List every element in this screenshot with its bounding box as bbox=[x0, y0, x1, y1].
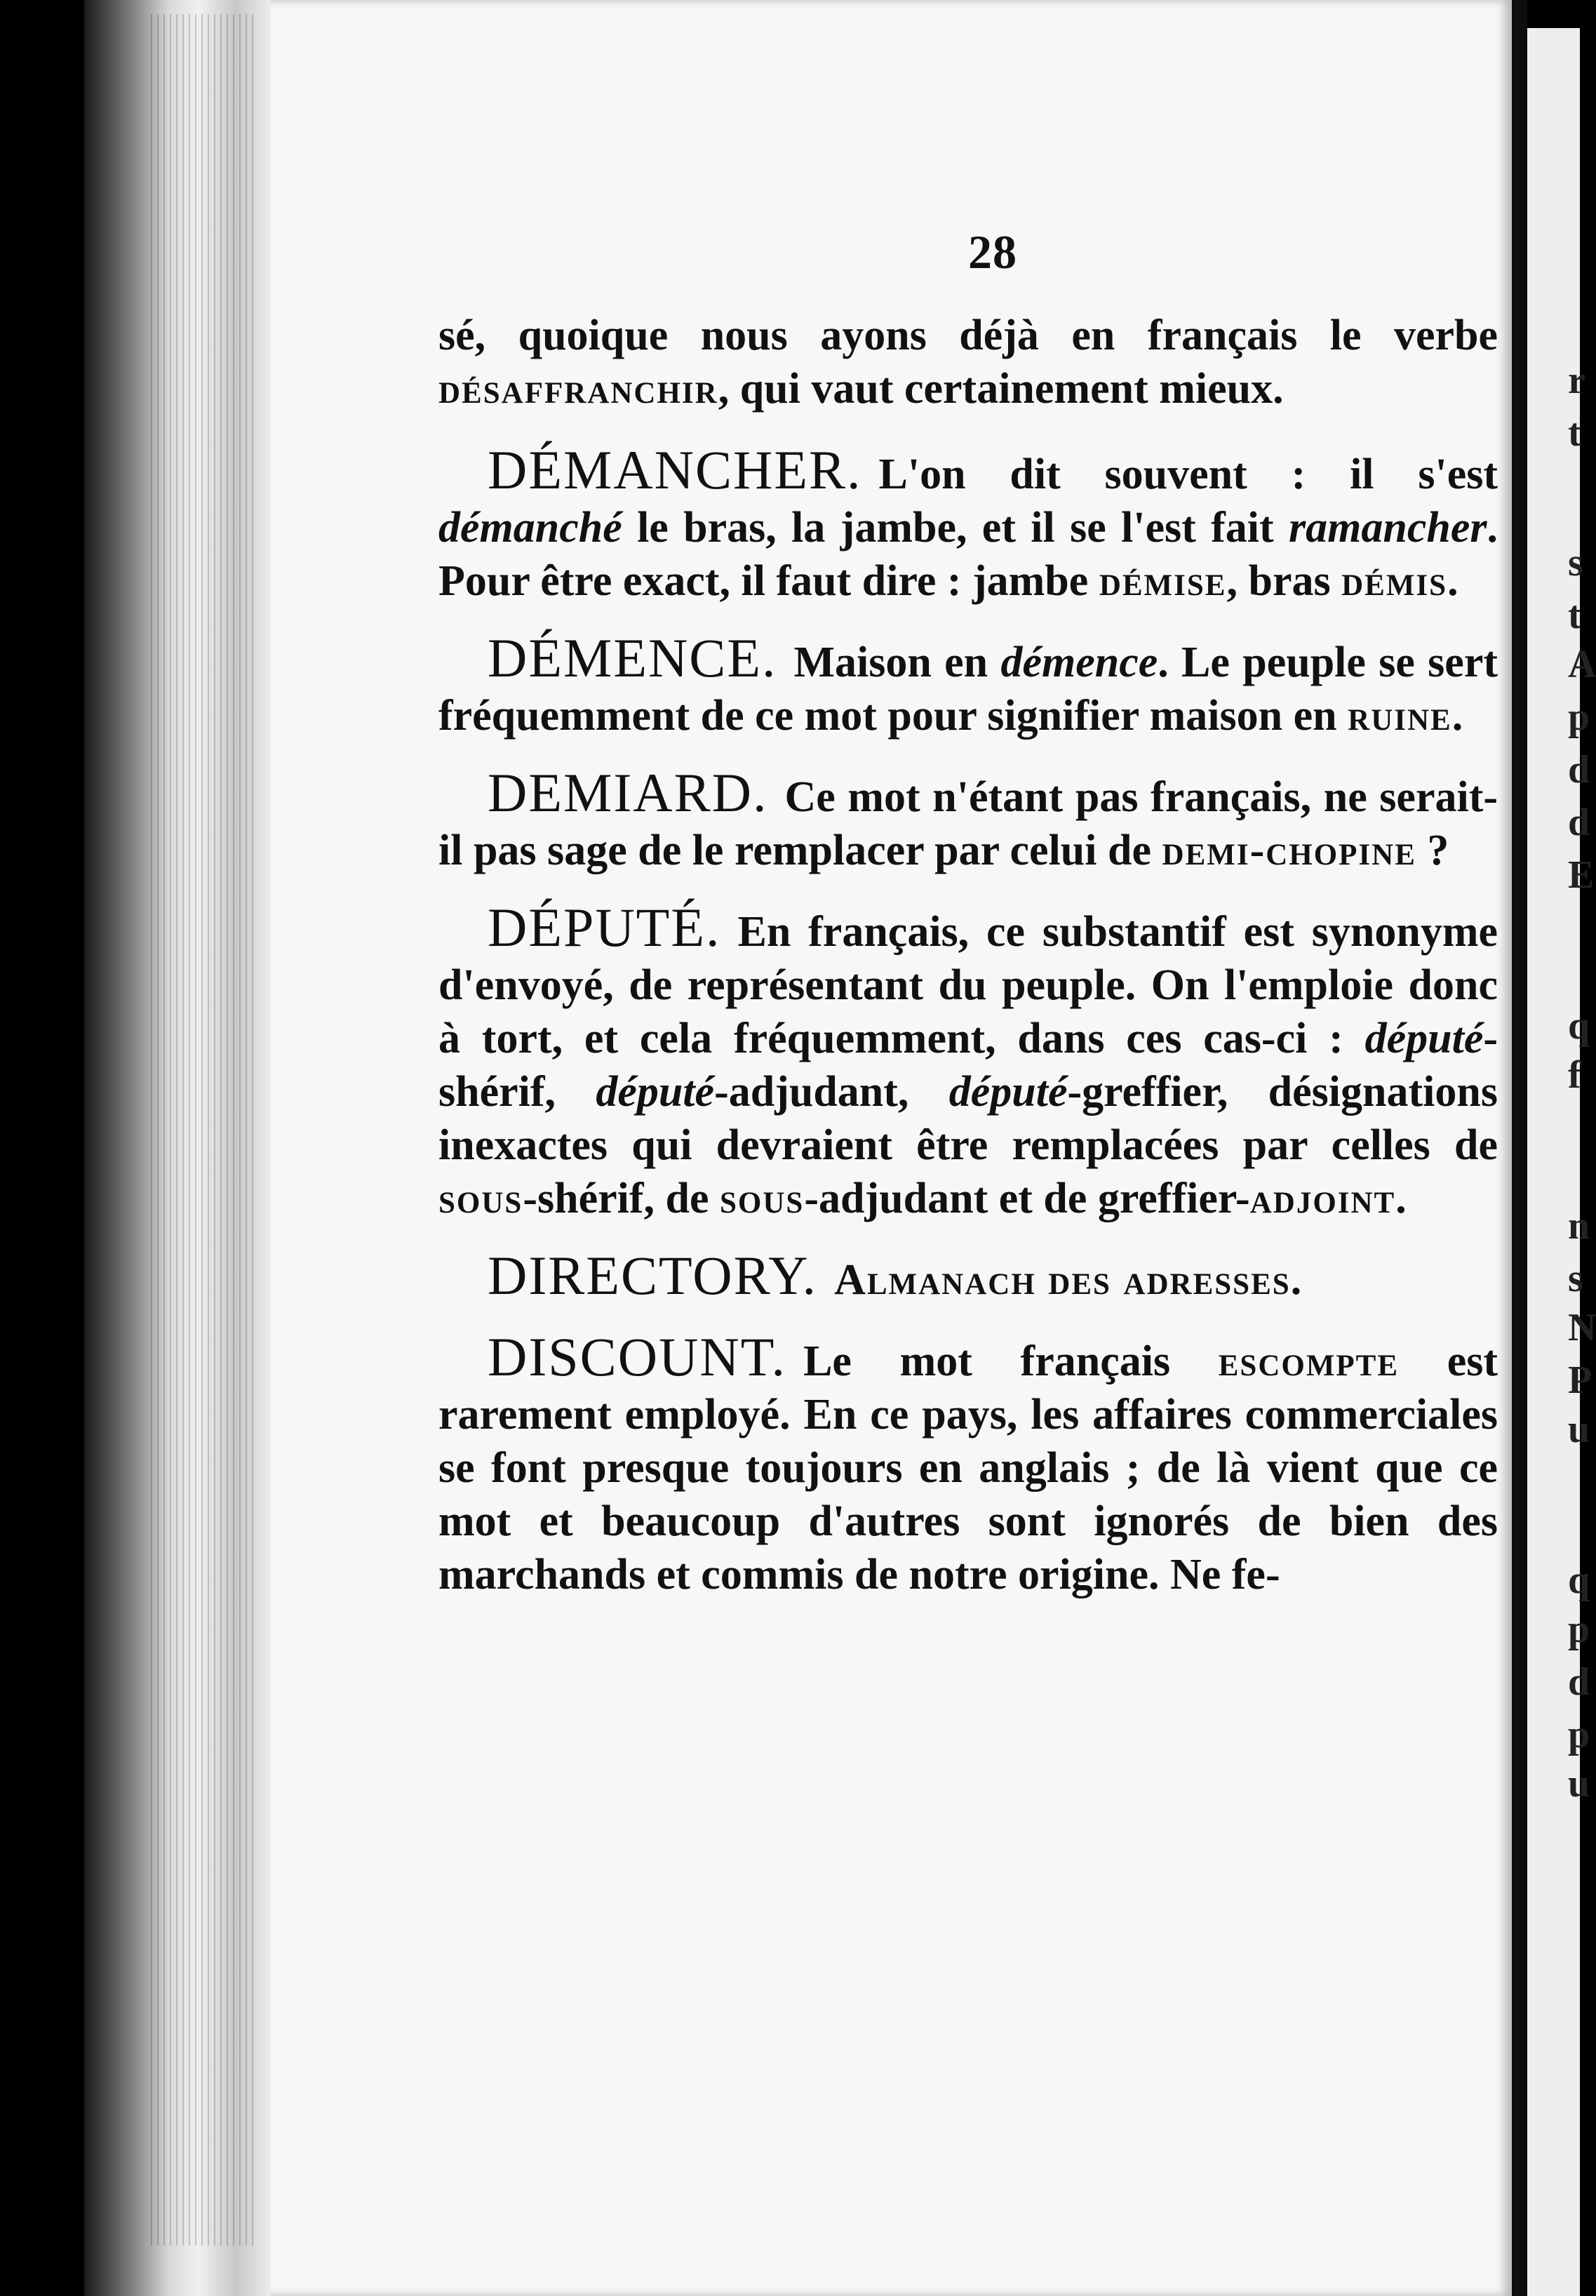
facing-letter: q bbox=[1568, 1004, 1590, 1048]
facing-letter: t bbox=[1568, 594, 1581, 637]
facing-letter: q bbox=[1568, 1559, 1590, 1602]
page-stack-lines bbox=[151, 14, 256, 2245]
facing-letter: p bbox=[1568, 1608, 1590, 1651]
facing-letter: s bbox=[1568, 541, 1583, 585]
entry-directory: DIRECTORY. Almanach des adresses. bbox=[488, 1245, 1302, 1306]
facing-letter: P bbox=[1568, 1359, 1592, 1402]
facing-letter: d bbox=[1568, 1660, 1590, 1704]
facing-letter: u bbox=[1568, 1408, 1590, 1451]
book-gutter bbox=[1512, 0, 1527, 2296]
entry-term: DÉMANCHER. bbox=[488, 439, 862, 500]
facing-page-fragment bbox=[1527, 28, 1596, 2296]
entry-term: DEMIARD. bbox=[488, 762, 768, 823]
page-number: 28 bbox=[968, 225, 1017, 279]
entry-term: DISCOUNT. bbox=[488, 1326, 787, 1387]
page-text bbox=[438, 309, 1498, 1625]
facing-letter: r bbox=[1568, 359, 1585, 402]
facing-letter: n bbox=[1568, 1204, 1590, 1248]
facing-letter: t bbox=[1568, 411, 1581, 455]
facing-letter: N bbox=[1568, 1306, 1596, 1349]
facing-letter: d bbox=[1568, 801, 1590, 844]
entry-depute: DÉPUTÉ. En français, ce substantif est synonyme d'envoyé, de représentant du peuple. On l'emploie donc à tort, et cela fréquemment, dans ces cas-ci : député-shérif, député-adjudant, député-greffier, désignations inexactes qui devraient être remplacées par celles de sous-shérif, de sous-adjudant et de greffier-adjoint. bbox=[438, 897, 1498, 1222]
entry-term: DÉPUTÉ. bbox=[488, 897, 721, 958]
facing-letter: A bbox=[1568, 643, 1596, 686]
facing-letter: f bbox=[1568, 1053, 1581, 1097]
facing-letter: u bbox=[1568, 1762, 1590, 1806]
continued-paragraph: sé, quoique nous ayons déjà en français le verbe désaffranchir, qui vaut certainement mieux. bbox=[438, 312, 1498, 413]
facing-letter: d bbox=[1568, 748, 1590, 792]
facing-letter: p bbox=[1568, 695, 1590, 739]
facing-letter: s bbox=[1568, 1257, 1583, 1300]
entry-term: DÉMENCE. bbox=[488, 627, 777, 688]
entry-term: DIRECTORY. bbox=[488, 1245, 818, 1306]
entry-demence: DÉMENCE. Maison en démence. Le peuple se sert fréquemment de ce mot pour signifier maison en ruine. bbox=[438, 627, 1498, 740]
facing-letter: E bbox=[1568, 853, 1595, 897]
facing-letter: p bbox=[1568, 1713, 1590, 1756]
entry-discount: DISCOUNT. Le mot français escompte est rarement employé. En ce pays, les affaires commerciales se font presque toujours en anglais ; de là vient que ce mot et beaucoup d'autres sont ignorés de bien des marchands et commis de notre origine. Ne fe- bbox=[438, 1326, 1498, 1598]
entry-demancher: DÉMANCHER. L'on dit souvent : il s'est démanché le bras, la jambe, et il se l'est fait ramancher. Pour être exact, il faut dire : jambe démise, bras démis. bbox=[438, 439, 1498, 605]
entry-demiard: DEMIARD. Ce mot n'étant pas français, ne serait-il pas sage de le remplacer par celui de demi-chopine ? bbox=[438, 762, 1498, 874]
